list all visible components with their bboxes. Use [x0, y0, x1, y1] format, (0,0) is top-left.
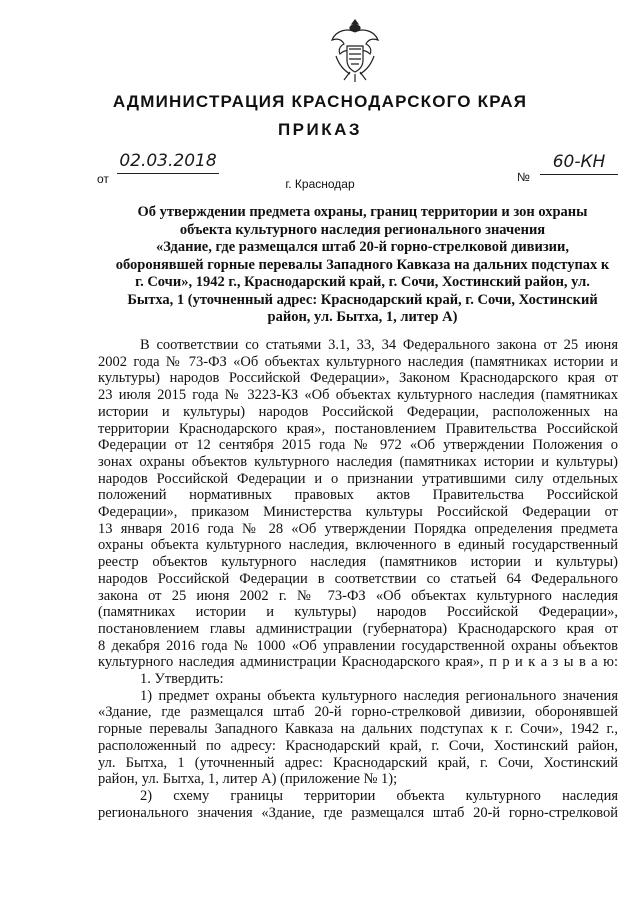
body-line: Федерации от 12 сентября 2015 года № 972 «Об утверждении Положения о — [98, 437, 618, 454]
body-line: регионального значения «Здание, где размещался штаб 20-й горно-стрелковой — [98, 804, 618, 821]
body-line: 1) предмет охраны объекта культурного наследия регионального значения — [140, 687, 618, 704]
body-line: культуры) народов Российской Федерации», Законом Краснодарского края от — [98, 370, 618, 387]
body-line: культурного наследия администрации Краснодарского края», п р и к а з ы в а ю: — [98, 654, 618, 671]
body-line: 23 июля 2015 года № 3223-КЗ «Об объектах культурного наследия (памятниках — [98, 387, 618, 404]
body-line: охраны объекта культурного наследия, включенного в единый государственный — [98, 537, 618, 554]
title-line: «Здание, где размещался штаб 20-й горно-стрелковой дивизии, — [155, 239, 570, 255]
title-line: Об утверждении предмета охраны, границ территории и зон охраны — [137, 204, 588, 220]
body-line: Федерации», приказом Министерства культуры Российской Федерации от — [98, 504, 618, 521]
body-line: постановлением главы администрации (губернатора) Краснодарского края от — [98, 620, 618, 637]
date-prefix: от — [97, 172, 109, 186]
body-line: 8 декабря 2016 года № 1000 «Об управлении государственной охраны объектов — [98, 637, 618, 654]
body-line: «Здание, где размещался штаб 20-й горно-стрелковой дивизии, оборонявшей — [98, 704, 618, 721]
document-body — [98, 337, 618, 821]
coat-of-arms-emblem — [330, 16, 380, 84]
title-line: оборонявшей горные перевалы Западного Кавказа на дальних подступах к — [115, 256, 610, 273]
handwritten-date: 02.03.2018 — [117, 149, 219, 174]
body-line: народов Российской Федерации в соответствии со статьей 64 Федерального — [98, 570, 618, 587]
body-line: 2) схему границы территории объекта культурного наследия — [140, 787, 618, 804]
number-prefix: № — [517, 170, 530, 184]
document-type: ПРИКАЗ — [277, 120, 363, 139]
title-line: г. Сочи», 1942 г., Краснодарский край, г. Сочи, Хостинский район, ул. — [135, 274, 590, 290]
body-line: район, ул. Бытха, 1, литер А) (приложение № 1); — [98, 771, 398, 788]
body-line: горные перевалы Западного Кавказа на дальних подступах к г. Сочи», 1942 г., — [98, 721, 618, 738]
city-name: г. Краснодар — [285, 177, 355, 191]
body-line: 2002 года № 73-ФЗ «Об объектах культурного наследия (памятниках истории и — [98, 353, 618, 370]
body-line: территории Краснодарского края», постановлением Правительства Российской — [98, 420, 618, 437]
body-line: В соответствии со статьями 3.1, 33, 34 Федерального закона от 25 июня — [140, 337, 618, 353]
title-line: объекта культурного наследия регионального значения — [179, 221, 546, 238]
body-line: расположенный по адресу: Краснодарский край, г. Сочи, Хостинский район, — [98, 737, 618, 754]
body-line: истории и культуры) народов Российской Федерации, расположенных на — [98, 403, 618, 420]
title-line: район, ул. Бытха, 1, литер А) — [267, 309, 458, 325]
agency-name: АДМИНИСТРАЦИЯ КРАСНОДАРСКОГО КРАЯ — [112, 92, 528, 111]
document-title — [100, 204, 625, 327]
body-line: ул. Бытха, 1 (уточненный адрес: Краснодарский край, г. Сочи, Хостинский — [98, 754, 618, 771]
body-line: (памятниках истории и культуры) народов Российской Федерации», — [98, 604, 618, 621]
title-line: Бытха, 1 (уточненный адрес: Краснодарский край, г. Сочи, Хостинский — [127, 291, 598, 308]
body-line: 13 января 2016 года № 28 «Об утверждении Порядка определения предмета — [98, 520, 618, 537]
body-line: народов Российской Федерации и о признании утратившими силу отдельных — [98, 470, 618, 487]
body-line: зонах охраны объектов культурного наследия (памятниках истории и культуры) — [98, 453, 618, 470]
handwritten-number: 60-КН — [540, 150, 618, 175]
body-line: 1. Утвердить: — [140, 671, 224, 688]
body-line: закона от 25 июня 2002 г. № 73-ФЗ «Об объектах культурного наследия — [98, 587, 618, 604]
body-line: положений нормативных правовых актов Правительства Российской — [98, 487, 618, 504]
body-line: реестр объектов культурного наследия (памятников истории и культуры) — [98, 554, 618, 571]
